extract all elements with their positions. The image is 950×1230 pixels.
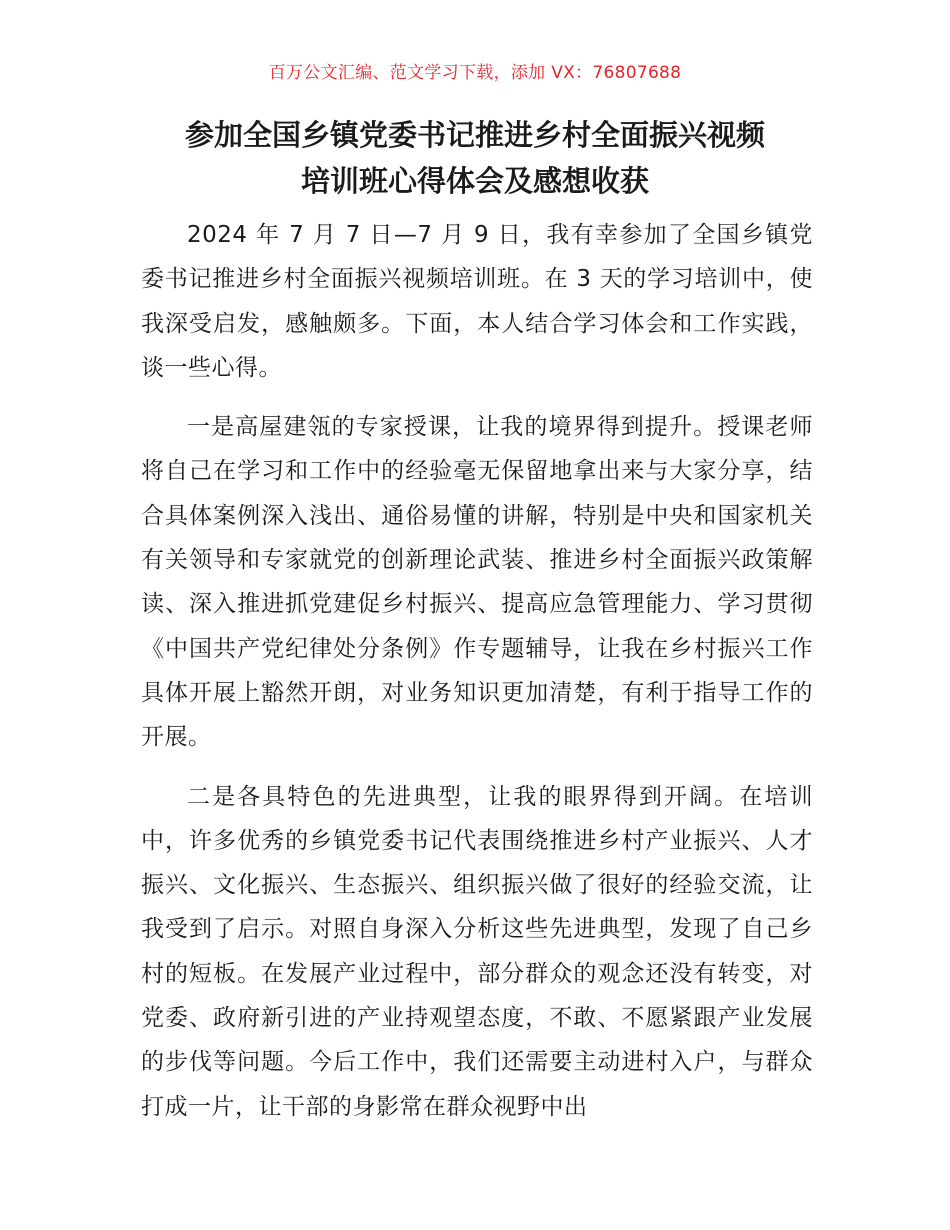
header-watermark-note: 百万公文汇编、范文学习下载，添加 VX：76807688 xyxy=(268,63,682,83)
paragraph-point-two: 二是各具特色的先进典型，让我的眼界得到开阔。在培训中，许多优秀的乡镇党委书记代表围绕推进乡村产业振兴、人才振兴、文化振兴、生态振兴、组织振兴做了很好的经验交流，让我受到了启示。对照自身深入分析这些先进典型，发现了自己乡村的短板。在发展产业过程中，部分群众的观念还没有转变，对党委、政府新引进的产业持观望态度，不敢、不愿紧跟产业发展的步伐等问题。今后工作中，我们还需要主动进村入户，与群众打成一片，让干部的身影常在群众视野中出 xyxy=(141,783,813,1120)
paragraph-intro: 2024 年 7 月 7 日—7 月 9 日，我有幸参加了全国乡镇党委书记推进乡村全面振兴视频培训班。在 3 天的学习培训中，使我深受启发，感触颇多。下面，本人结合学习体会和工作实践，谈一些心得。 xyxy=(141,222,813,381)
paragraph-point-one: 一是高屋建瓴的专家授课，让我的境界得到提升。授课老师将自己在学习和工作中的经验毫无保留地拿出来与大家分享，结合具体案例深入浅出、通俗易懂的讲解，特别是中央和国家机关有关领导和专家就党的创新理论武装、推进乡村全面振兴政策解读、深入推进抓党建促乡村振兴、提高应急管理能力、学习贯彻《中国共产党纪律处分条例》作专题辅导，让我在乡村振兴工作具体开展上豁然开朗，对业务知识更加清楚，有利于指导工作的开展。 xyxy=(141,414,813,751)
document-title-line-2: 培训班心得体会及感想收获 xyxy=(300,164,649,198)
document-body xyxy=(141,213,813,1144)
document-title-line-1: 参加全国乡镇党委书记推进乡村全面振兴视频 xyxy=(184,118,765,152)
document-title xyxy=(120,112,830,204)
